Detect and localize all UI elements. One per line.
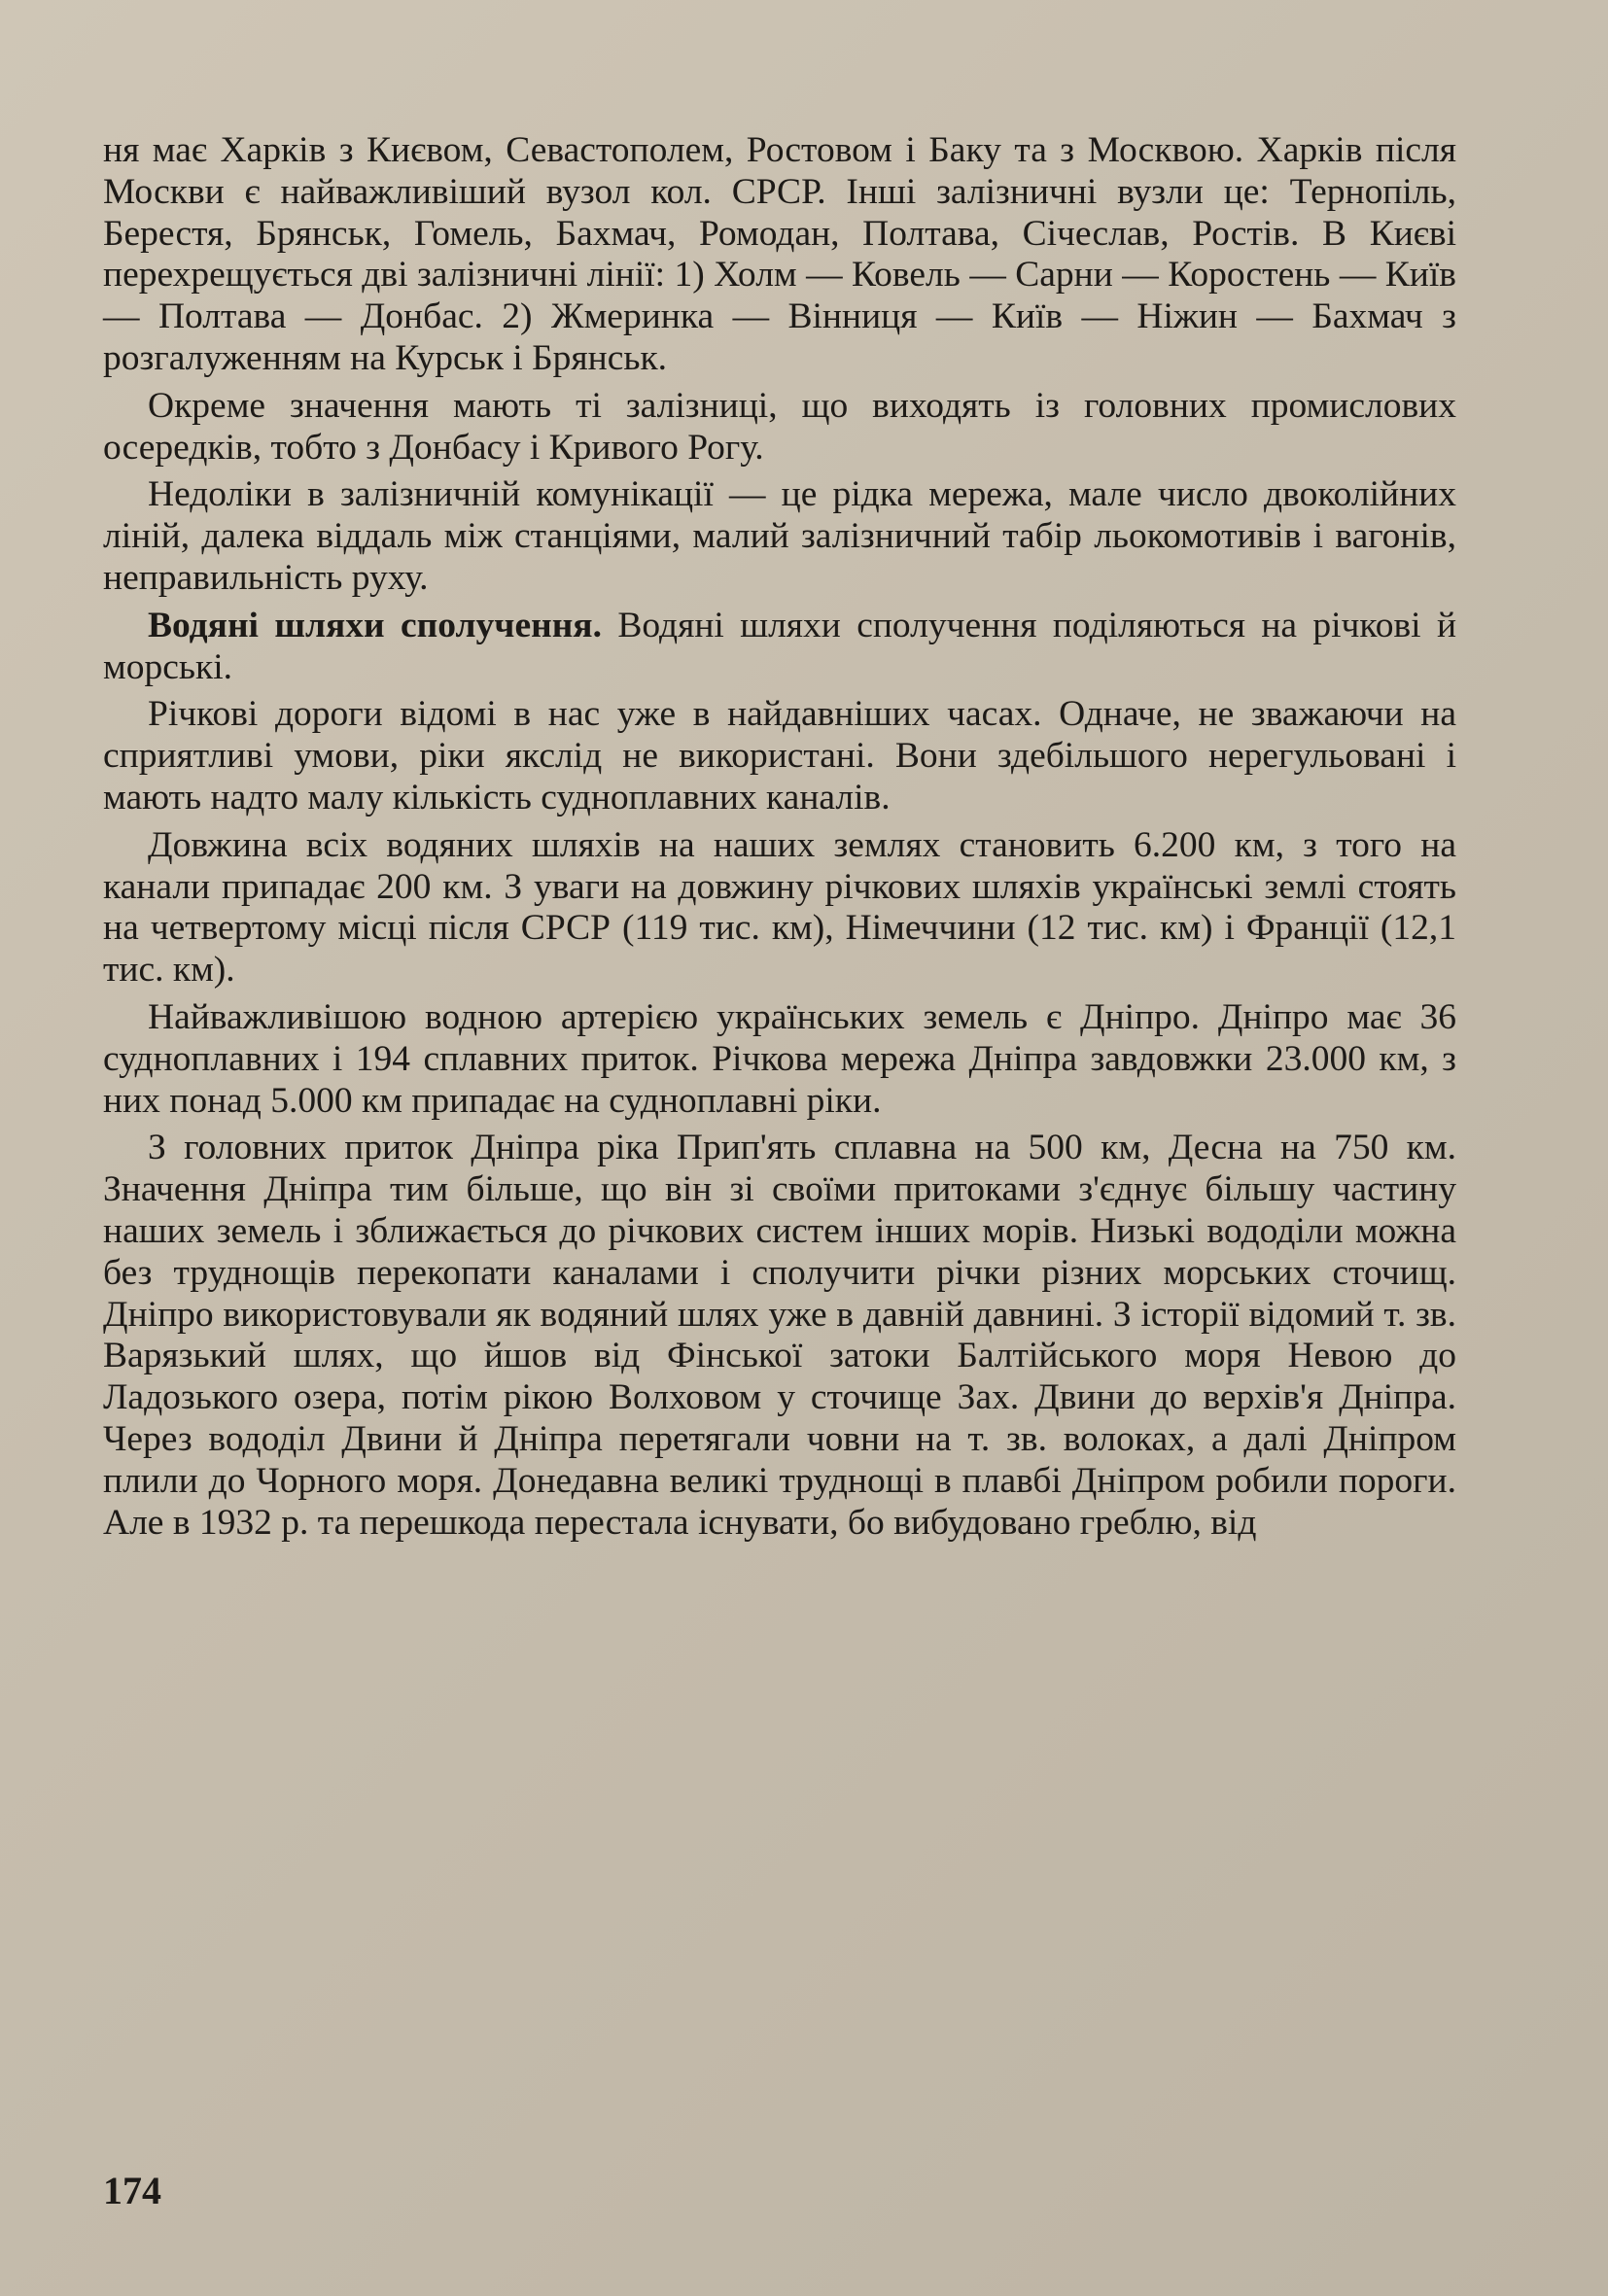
paragraph-dnipro-tributaries: З головних приток Дніпра ріка Прип'ять сплавна на 500 км, Десна на 750 км. Значення Дніпра тим більше, що він зі своїми притоками з'єднує більшу частину наших земель і зближається до річкових систем інших морів. Низькі вододіли можна без труднощів перекопати каналами і сполучити річки різних морських сточищ. Дніпро використовували як водяний шлях уже в давній давнині. З історії відомий т. зв. Варязький шлях, що йшов від Фінської затоки Балтійського моря Невою до Ладозького озера, потім рікою Волховом у сточище Зах. Двини до верхів'я Дніпра. Через вододіл Двини й Дніпра перетягали човни на т. зв. волоках, а далі Дніпром плили до Чорного моря. Донедавна великі труднощі в плавбі Дніпром робили пороги. Але в 1932 р. та перешкода перестала існувати, бо вибудовано греблю, від (103, 1128, 1456, 1543)
paragraph-railway-shortcomings: Недоліки в залізничній комунікації — це рідка мережа, мале число двоколійних ліній, далека віддаль між станціями, малий залізничний табір льокомотивів і вагонів, неправильність руху. (103, 474, 1456, 598)
paragraph-waterway-length: Довжина всіх водяних шляхів на наших землях становить 6.200 км, з того на канали припадає 200 км. З уваги на довжину річкових шляхів українські землі стоять на четвертому місці після СРСР (119 тис. км), Німеччини (12 тис. км) і Франції (12,1 тис. км). (103, 824, 1456, 991)
paragraph-river-roads: Річкові дороги відомі в нас уже в найдавніших часах. Одначе, не зважаючи на сприятливі умови, ріки якслід не використані. Вони здебільшого нерегульовані і мають надто малу кількість судноплавних каналів. (103, 694, 1456, 818)
paragraph-industrial-railways: Окреме значення мають ті залізниці, що виходять із головних промислових осередків, тобто з Донбасу і Кривого Рогу. (103, 385, 1456, 468)
paragraph-dnipro-artery: Найважливішою водною артерією українських земель є Дніпро. Дніпро має 36 судноплавних і 194 сплавних приток. Річкова мережа Дніпра завдовжки 23.000 км, з них понад 5.000 км припадає на судноплавні ріки. (103, 996, 1456, 1121)
page-body (103, 130, 1456, 1549)
paragraph-railway-hubs: ня має Харків з Києвом, Севастополем, Ростовом і Баку та з Москвою. Харків після Москви є найважливіший вузол кол. СРСР. Інші залізничні вузли це: Тернопіль, Берестя, Брянськ, Гомель, Бахмач, Ромодан, Полтава, Січеслав, Ростів. В Києві перехрещується дві залізничні лінії: 1) Холм — Ковель — Сарни — Коростень — Київ — Полтава — Донбас. 2) Жмеринка — Вінниця — Київ — Ніжин — Бахмач з розгалуженням на Курськ і Брянськ. (103, 130, 1456, 378)
paragraph-waterways-intro (103, 606, 1456, 689)
page-number: 174 (103, 2169, 161, 2212)
section-heading-waterways: Водяні шляхи сполучення. (148, 605, 602, 645)
paragraph-waterways-text: Водяні шляхи сполучення поділяються на річкові й морські. (103, 605, 1457, 687)
